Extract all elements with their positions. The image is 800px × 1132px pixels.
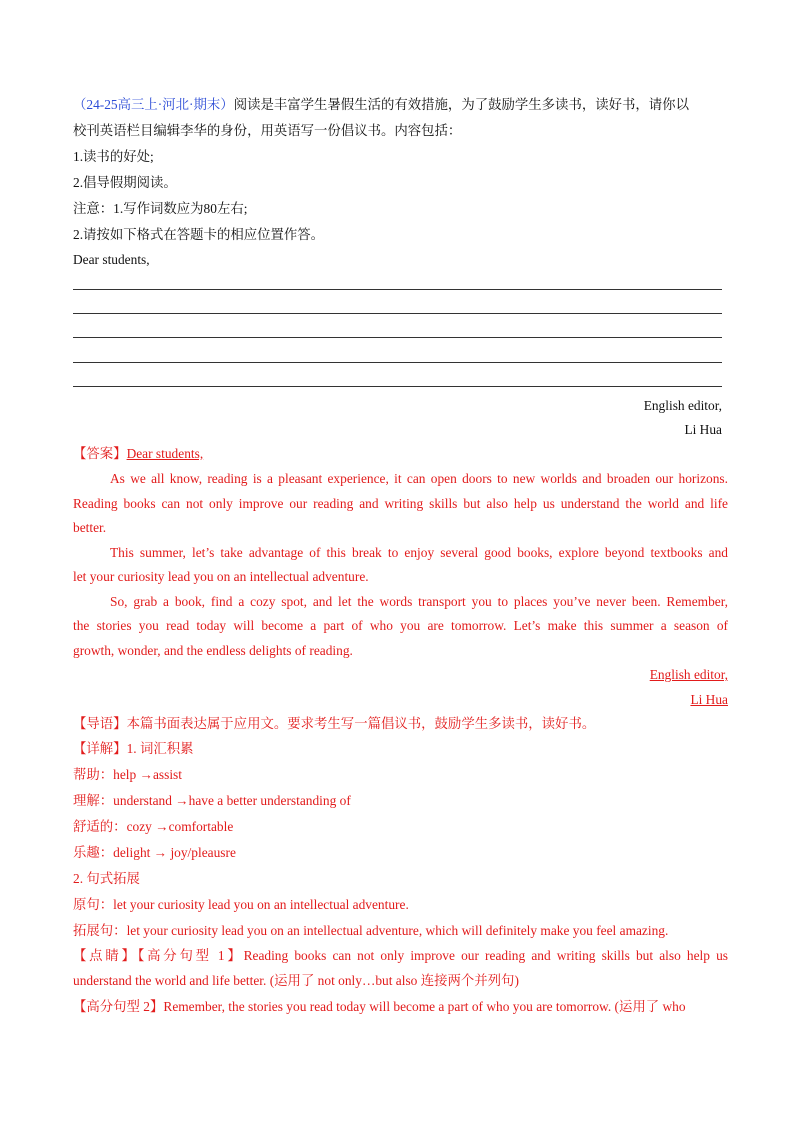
letter-signoff-title: English editor, <box>643 398 722 413</box>
answer-p3-line-2: the stories you read today will become a part of who you are tomorrow. Let’s make this summer a season of <box>73 618 728 633</box>
sentence-heading: 2. 句式拓展 <box>73 871 140 886</box>
pattern-1-text: Reading books can not only improve our reading and writing skills but also help us <box>243 948 728 963</box>
writing-line <box>73 313 722 314</box>
vocab-en: delight → joy/pleausre <box>113 845 236 860</box>
extended-text: let your curiosity lead you on an intellectual adventure, which will definitely make you feel amazing. <box>126 923 669 938</box>
writing-line <box>73 289 722 290</box>
pattern-1-line-1 <box>73 947 728 965</box>
vocab-cn: 理解： <box>73 793 114 808</box>
extended-sentence <box>73 922 668 940</box>
prompt-text-2: 校刊英语栏目编辑李华的身份，用英语写一份倡议书。内容包括： <box>73 123 462 138</box>
answer-p3-line-1: So, grab a book, find a cozy spot, and let the words transport you to places you’ve never been. Remember, <box>110 594 728 609</box>
vocab-cn: 舒适的： <box>73 819 127 834</box>
vocab-en: help →assist <box>113 767 182 782</box>
pattern-2-text: Remember, the stories you read today will become a part of who you are tomorrow. (运用了 who <box>163 999 686 1014</box>
guide-line <box>73 715 595 733</box>
vocab-item <box>73 792 351 810</box>
vocab-item <box>73 844 236 862</box>
writing-line <box>73 362 722 363</box>
pattern-1-line-2: understand the world and life better. (运用了 not only…but also 连接两个并列句) <box>73 973 519 988</box>
writing-line <box>73 386 722 387</box>
original-label: 原句： <box>73 897 114 912</box>
vocab-cn: 帮助： <box>73 767 114 782</box>
source-tag: （24-25高三上·河北·期末） <box>73 97 234 112</box>
answer-p2-line-1: This summer, let’s take advantage of this break to enjoy several good books, explore beyond textbooks and <box>110 545 728 560</box>
answer-heading <box>73 445 203 463</box>
prompt-text-1: 阅读是丰富学生暑假生活的有效措施，为了鼓励学生多读书，读好书，请你以 <box>233 97 689 112</box>
detail-heading: 1. 词汇积累 <box>126 741 194 756</box>
pattern-2-line <box>73 998 686 1016</box>
highlight-label: 【点睛】 <box>73 948 138 963</box>
vocab-item <box>73 818 233 836</box>
detail-line <box>73 740 194 758</box>
letter-salutation: Dear students, <box>73 252 150 267</box>
answer-p1-line-3: better. <box>73 520 107 535</box>
vocab-en: cozy →comfortable <box>126 819 234 834</box>
requirement-point-1: 1.读书的好处; <box>73 149 154 164</box>
original-text: let your curiosity lead you on an intellectual adventure. <box>113 897 409 912</box>
requirement-point-2: 2.倡导假期阅读。 <box>73 175 177 190</box>
vocab-en: understand →have a better understanding of <box>113 793 351 808</box>
question-line-1 <box>73 96 689 114</box>
note-1: 注意：1.写作词数应为80左右; <box>73 201 248 216</box>
letter-signoff-name: Li Hua <box>684 422 722 437</box>
writing-line <box>73 337 722 338</box>
answer-signoff-name: Li Hua <box>690 692 728 707</box>
original-sentence <box>73 896 409 914</box>
answer-salutation: Dear students, <box>126 446 204 461</box>
answer-signoff-title: English editor, <box>649 667 728 682</box>
detail-label: 【详解】 <box>73 741 127 756</box>
guide-label: 【导语】 <box>73 716 127 731</box>
answer-p2-line-2: let your curiosity lead you on an intellectual adventure. <box>73 569 369 584</box>
vocab-cn: 乐趣： <box>73 845 114 860</box>
answer-p3-line-3: growth, wonder, and the endless delights of reading. <box>73 643 353 658</box>
answer-p1-line-1: As we all know, reading is a pleasant experience, it can open doors to new worlds and broaden our horizons. <box>110 471 728 486</box>
extended-label: 拓展句： <box>73 923 127 938</box>
pattern-2-label: 【高分句型 2】 <box>73 999 164 1014</box>
vocab-item <box>73 766 182 784</box>
pattern-1-label: 【高分句型 1】 <box>137 948 244 963</box>
note-2: 2.请按如下格式在答题卡的相应位置作答。 <box>73 227 325 242</box>
answer-label: 【答案】 <box>73 446 127 461</box>
answer-p1-line-2: Reading books can not only improve our reading and writing skills but also help us understand the world and life <box>73 496 728 511</box>
guide-text: 本篇书面表达属于应用文。要求考生写一篇倡议书，鼓励学生多读书，读好书。 <box>126 716 596 731</box>
